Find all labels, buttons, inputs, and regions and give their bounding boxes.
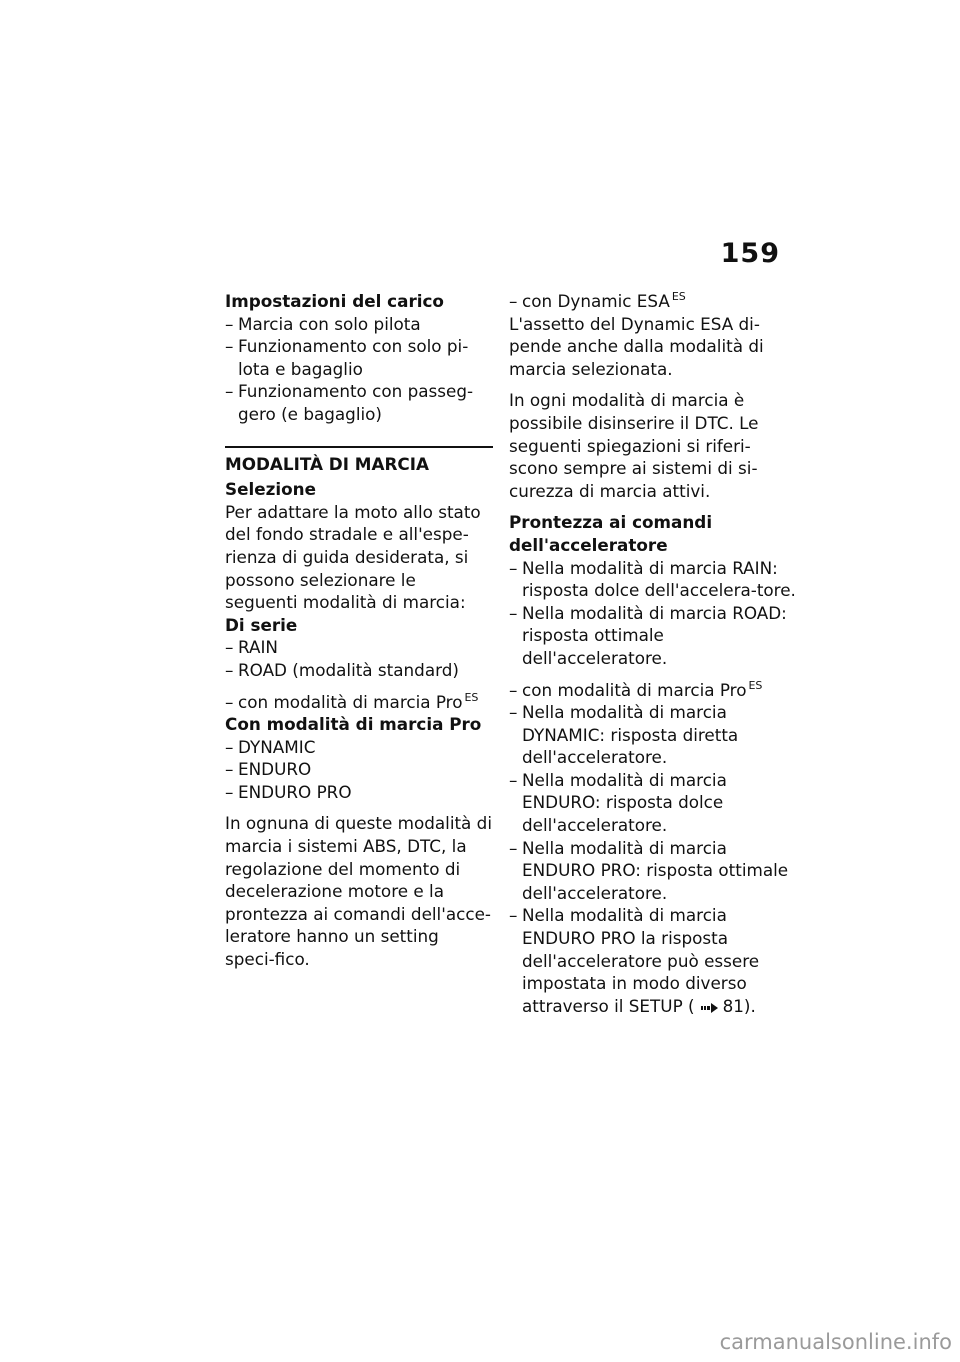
option-superscript: ES (671, 290, 686, 304)
list-item: – RAIN (225, 637, 278, 658)
option-superscript: ES (464, 690, 479, 704)
esa-option-item: – con Dynamic ESA $^{ES}$ (509, 290, 686, 311)
list-item: – Nella modalità di marcia DYNAMIC: risposta diretta dell'acceleratore. (509, 702, 739, 768)
right-column (509, 290, 799, 1019)
throttle-heading: Prontezza ai comandi dell'acceleratore (509, 512, 713, 555)
list-item: – Nella modalità di marcia ROAD: risposta ottimale dell'acceleratore. (509, 602, 787, 668)
list-item: – Nella modalità di marcia ENDURO PRO la risposta dell'acceleratore può essere impostata in modo diverso attraverso il SETUP ( 81). (509, 904, 799, 1019)
list-item: – Funzionamento con solo pi-lota e bagaglio (225, 336, 469, 379)
list-item: – Marcia con solo pilota (225, 313, 421, 334)
pro-option-item: – con modalità di marcia Pro $^{ES}$ (509, 678, 763, 700)
section-title: MODALITÀ DI MARCIA (225, 446, 493, 476)
option-superscript: ES (748, 678, 763, 692)
standard-heading: Di serie (225, 614, 298, 635)
watermark: carmanualsonline.info (719, 1330, 952, 1354)
left-column (225, 290, 493, 971)
list-item: – Nella modalità di marcia RAIN: risposta dolce dell'accelera-tore. (509, 557, 796, 601)
dtc-text: In ogni modalità di marcia è possibile disinserire il DTC. Le seguenti spiegazioni si riferi-scono sempre ai sistemi di si-curezza di marcia attivi. (509, 390, 759, 501)
pro-heading: Con modalità di marcia Pro (225, 714, 482, 735)
pro-option-item: – con modalità di marcia Pro $^{ES}$ (225, 690, 479, 712)
selection-heading: Selezione (225, 479, 316, 500)
selection-text: Per adattare la moto allo stato del fondo stradale e all'espe-rienza di guida desiderata, si possono selezionare le seguenti modalità di marcia: (225, 501, 481, 613)
arrow-right-icon (701, 997, 719, 1020)
list-item: – DYNAMIC (225, 736, 316, 757)
load-list (225, 313, 493, 426)
list-item: – Nella modalità di marcia ENDURO PRO: risposta ottimale dell'acceleratore. (509, 837, 789, 903)
load-heading: Impostazioni del carico (225, 291, 444, 311)
list-item: – Funzionamento con passeg-gero (e bagaglio) (225, 381, 474, 424)
list-item: – ENDURO PRO (225, 781, 352, 802)
esa-text: L'assetto del Dynamic ESA di-pende anche dalla modalità di marcia selezionata. (509, 313, 764, 379)
list-item: – Nella modalità di marcia ENDURO: risposta dolce dell'acceleratore. (509, 769, 727, 836)
list-item: – ENDURO (225, 759, 312, 780)
page-reference[interactable]: 81). (722, 995, 756, 1016)
list-item: – ROAD (modalità standard) (225, 659, 459, 680)
page-number: 159 (720, 238, 780, 269)
closing-text: In ognuna di queste modalità di marcia i sistemi ABS, DTC, la regolazione del momento di decelerazione motore e la prontezza ai comandi dell'acce-leratore hanno un setting speci-fico. (225, 813, 492, 970)
